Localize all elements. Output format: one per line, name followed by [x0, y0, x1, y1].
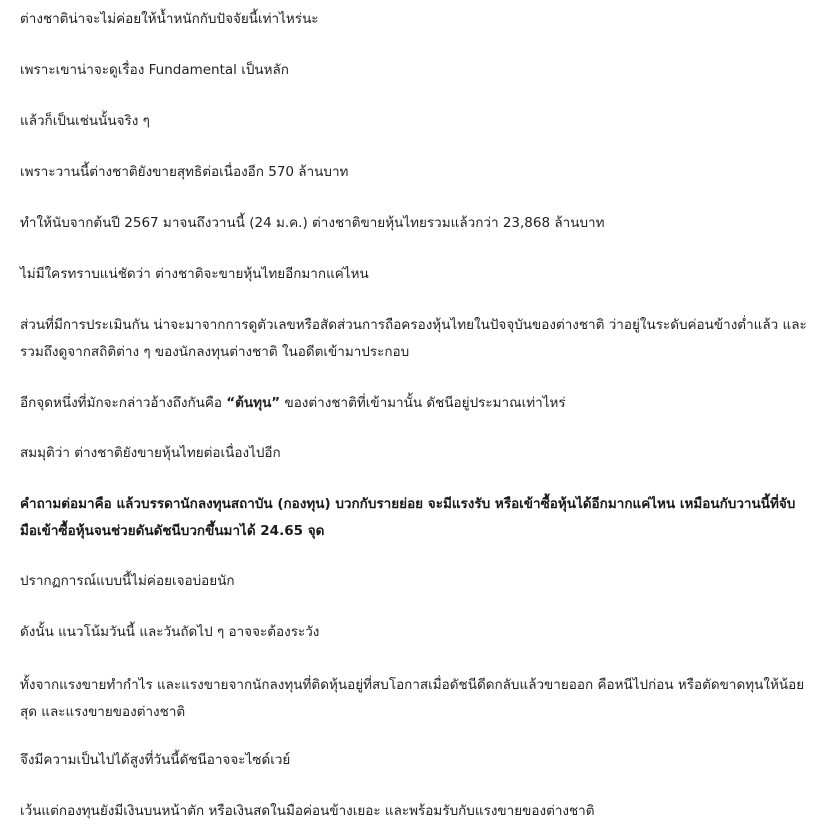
paragraph-suppose-selling: สมมุติว่า ต่างชาติยังขายหุ้นไทยต่อเนื่องไปอีก	[20, 445, 281, 461]
paragraph-fund-cash: เว้นแต่กองทุนยังมีเงินบนหน้าตัก หรือเงินสดในมือค่อนข้างเยอะ และพร้อมรับกับแรงขายของต่างชาติ	[20, 803, 595, 819]
paragraph-cost-basis-tail: ของต่างชาติที่เข้ามานั้น ดัชนีอยู่ประมาณเท่าไหร่	[280, 395, 566, 411]
paragraph-cost-basis	[20, 390, 810, 417]
paragraph-fundamental: เพราะเขาน่าจะดูเรื่อง Fundamental เป็นหลัก	[20, 62, 289, 78]
paragraph-key-question: คำถามต่อมาคือ แล้วบรรดานักลงทุนสถาบัน (กองทุน) บวกกับรายย่อย จะมีแรงรับ หรือเข้าซื้อหุ้นได้อีกมากแค่ไหน เหมือนกับวานนี้ที่จับมือเข้าซื้อหุ้นจนช่วยดันดัชนีบวกขึ้นมาได้ 24.65 จุด	[20, 496, 796, 539]
paragraph-selling-pressure: ทั้งจากแรงขายทำกำไร และแรงขายจากนักลงทุนที่ติดหุ้นอยู่ที่สบโอกาสเมื่อดัชนีดีดกลับแล้วขายออก คือหนีไปก่อน หรือตัดขาดทุนให้น้อยสุด และแรงขายของต่างชาติ	[20, 677, 805, 720]
paragraph-rare-event: ปรากฏการณ์แบบนี้ไม่ค่อยเจอบ่อยนัก	[20, 573, 235, 589]
paragraph-cost-basis-lead: อีกจุดหนึ่งที่มักจะกล่าวอ้างถึงกันคือ	[20, 395, 227, 411]
paragraph-sideways: จึงมีความเป็นไปได้สูงที่วันนี้ดัชนีอาจจะไซด์เวย์	[20, 752, 291, 768]
paragraph-unknown-selling: ไม่มีใครทราบแน่ชัดว่า ต่างชาติจะขายหุ้นไทยอีกมากแค่ไหน	[20, 266, 369, 282]
paragraph-foreigners-weight: ต่างชาติน่าจะไม่ค่อยให้น้ำหนักกับปัจจัยนี้เท่าไหร่นะ	[20, 11, 319, 27]
cost-basis-emphasis: “ต้นทุน”	[226, 395, 281, 411]
paragraph-ytd-net-sell: ทำให้นับจากต้นปี 2567 มาจนถึงวานนี้ (24 ม.ค.) ต่างชาติขายหุ้นไทยรวมแล้วกว่า 23,868 ล้านบาท	[20, 215, 605, 231]
paragraph-net-sell-570: เพราะวานนี้ต่างชาติยังขายสุทธิต่อเนื่องอีก 570 ล้านบาท	[20, 164, 349, 180]
paragraph-assessment: ส่วนที่มีการประเมินกัน น่าจะมาจากการดูตัวเลขหรือสัดส่วนการถือครองหุ้นไทยในปัจจุบันของต่างชาติ ว่าอยู่ในระดับค่อนข้างต่ำแล้ว และรวมถึงดูจากสถิติต่าง ๆ ของนักลงทุนต่างชาติ ในอดีตเข้ามาประกอบ	[20, 317, 807, 360]
paragraph-caution: ดังนั้น แนวโน้มวันนี้ และวันถัดไป ๆ อาจจะต้องระวัง	[20, 624, 320, 640]
paragraph-really-so: แล้วก็เป็นเช่นนั้นจริง ๆ	[20, 113, 150, 129]
